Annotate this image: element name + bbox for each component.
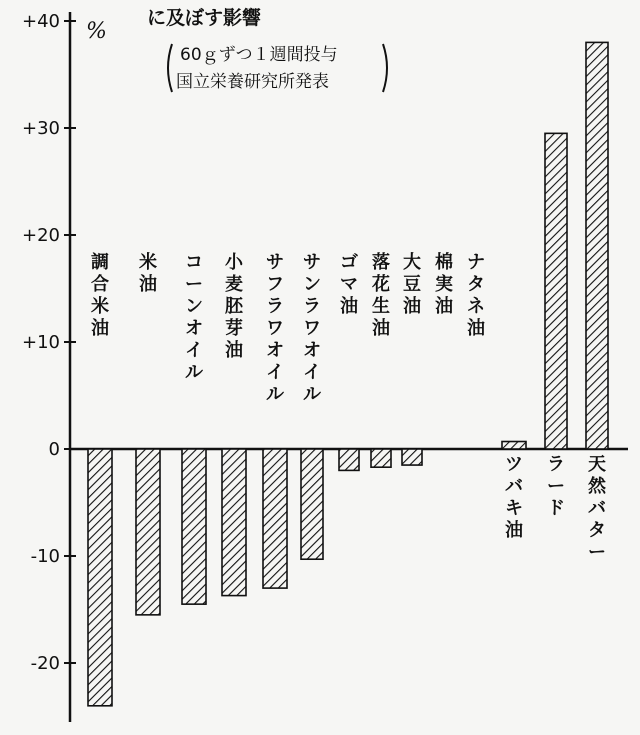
category-label: 小麦胚芽油 [225, 252, 243, 361]
bar [545, 133, 567, 449]
note-right-paren [383, 44, 387, 92]
bar [371, 449, 391, 467]
y-tick-label: 0 [48, 439, 60, 460]
category-label: 米油 [139, 252, 157, 295]
y-tick-label: -10 [30, 546, 60, 567]
bar [301, 449, 323, 559]
y-tick-label: -20 [30, 653, 60, 674]
category-label: ラード [547, 454, 565, 519]
chart-note-line-1: 60ｇずつ１週間投与 [180, 45, 338, 65]
category-label: コーンオイル [185, 252, 203, 383]
chart-title: に及ぼす影響 [147, 7, 262, 29]
bar [339, 449, 359, 470]
y-axis-unit-label: % [86, 19, 107, 44]
chart-title-group [147, 6, 387, 92]
bar [182, 449, 206, 604]
category-label: 大豆油 [403, 252, 421, 317]
category-label: 落花生油 [372, 252, 390, 339]
y-ticks [22, 11, 76, 674]
category-label: 調合米油 [91, 252, 109, 339]
bar [402, 449, 422, 465]
category-label: サフラワオイル [266, 252, 284, 405]
bars [88, 42, 608, 705]
bar [222, 449, 246, 596]
note-left-paren [168, 44, 172, 92]
y-tick-label: +10 [22, 332, 60, 353]
chart-note-line-2: 国立栄養研究所発表 [176, 72, 329, 92]
y-tick-label: +40 [22, 11, 60, 32]
y-tick-label: +20 [22, 225, 60, 246]
category-label: サンラワオイル [303, 252, 321, 405]
bar [88, 449, 112, 706]
bar [586, 42, 608, 449]
bar [136, 449, 160, 615]
category-labels [91, 251, 607, 563]
category-label: ゴマ油 [340, 252, 358, 317]
category-label: ツバキ油 [505, 454, 523, 541]
bar [263, 449, 287, 588]
y-tick-label: +30 [22, 118, 60, 139]
category-label: ナタネ油 [467, 252, 485, 339]
category-label: 棉実油 [435, 252, 453, 317]
category-label: 天然バター [588, 454, 606, 563]
bar [502, 442, 526, 449]
